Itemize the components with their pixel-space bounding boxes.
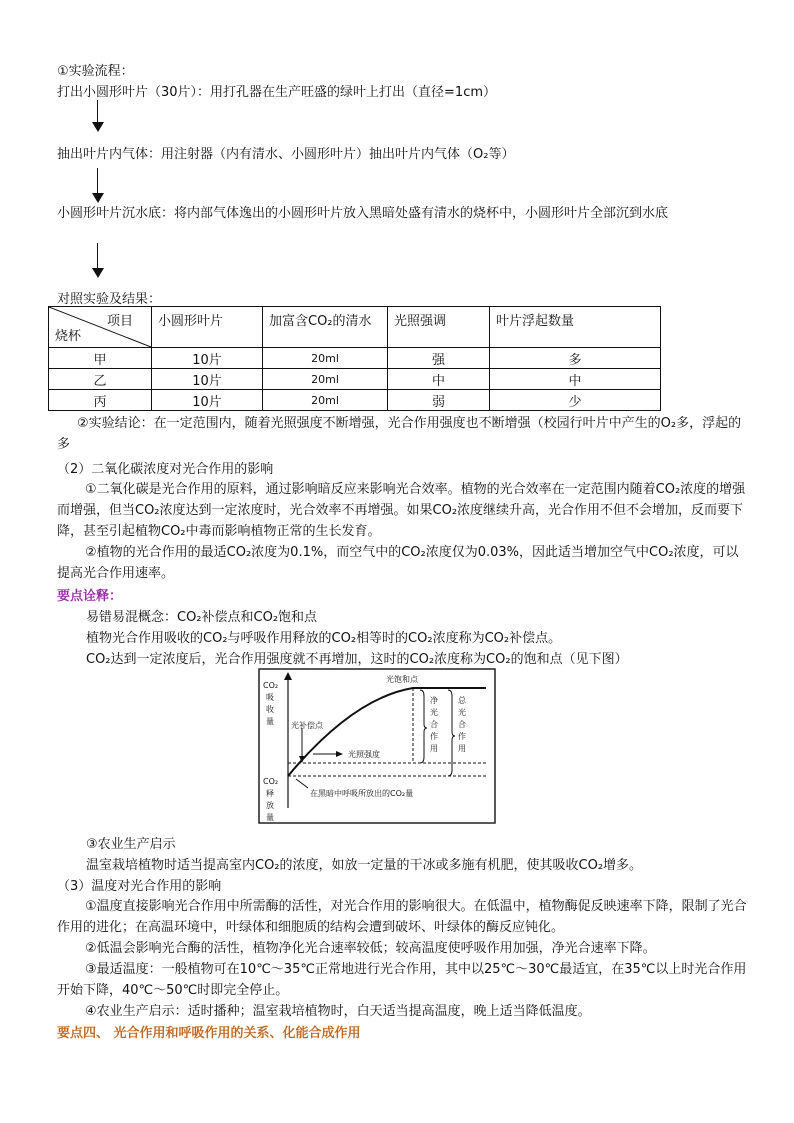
- cell: 中: [490, 369, 661, 390]
- corner-top-label: 项目: [106, 314, 133, 329]
- cell: 10片: [152, 369, 263, 390]
- corner-bottom-label: 烧杯: [55, 329, 82, 344]
- cell: 强: [388, 348, 490, 369]
- cell: 10片: [152, 348, 263, 369]
- cell: 10片: [152, 390, 263, 411]
- flow-title: ①实验流程：: [57, 64, 134, 79]
- temp-paragraph-2: ②低温会影响光合酶的活性，植物净化光合速率较低；较高温度使呼吸作用加强，净光合速率下降。: [85, 941, 656, 956]
- co2-light-graph: [258, 668, 496, 824]
- section-4-heading: 要点四、 光合作用和呼吸作用的关系、化能合成作用: [57, 1026, 361, 1041]
- total-label-1: 光: [458, 708, 466, 717]
- dark-respiration-label: 在黑暗中呼吸所放出的CO₂量: [310, 789, 414, 798]
- y-top-label-2: 收: [266, 705, 274, 714]
- keypoint-line-3: CO₂达到一定浓度后，光合作用强度就不再增加，这时的CO₂浓度称为CO₂的饱和点（见下图）: [86, 652, 628, 667]
- cell: 20ml: [263, 348, 388, 369]
- experiment-conclusion: ②实验结论：在一定范围内，随着光照强度不断增强，光合作用强度也不断增强（校园行叶片中产生的O₂多，浮起的多: [57, 416, 742, 452]
- cell: 乙: [49, 369, 152, 390]
- net-label-3: 作: [430, 732, 438, 741]
- flow-arrow-2: [92, 168, 104, 204]
- table-row: [49, 390, 661, 411]
- flow-step-2: 抽出叶片内气体：用注射器（内有清水、小圆形叶片）抽出叶片内气体（O₂等）: [57, 147, 515, 162]
- table-corner: [49, 307, 152, 348]
- table-row: [49, 348, 661, 369]
- cell: 20ml: [263, 369, 388, 390]
- temp-paragraph-4: ④农业生产启示：适时播种；温室栽培植物时，白天适当提高温度，晚上适当降低温度。: [85, 1004, 591, 1019]
- header-float: 叶片浮起数量: [490, 307, 661, 348]
- temp-paragraph-3: ③最适温度：一般植物可在10℃～35℃正常地进行光合作用，其中以25℃～30℃最适宜，在35℃以上时光合作用开始下降，40℃～50℃时即完全停止。: [57, 962, 747, 998]
- total-label-4: 用: [458, 744, 466, 753]
- cell: 弱: [388, 390, 490, 411]
- x-axis-label: 光照强度: [348, 750, 380, 759]
- header-leaf: 小圆形叶片: [152, 307, 263, 348]
- keypoint-label: 要点诠释：: [57, 589, 123, 604]
- header-co2-water: 加富含CO₂的清水: [263, 307, 388, 348]
- y-bottom-label-3: 量: [266, 813, 274, 822]
- header-light: 光照强调: [388, 307, 490, 348]
- cell: 丙: [49, 390, 152, 411]
- net-label-1: 光: [430, 708, 438, 717]
- y-top-label-0: CO₂: [263, 681, 279, 690]
- net-label-0: 净: [430, 696, 438, 705]
- total-label-0: 总: [458, 696, 466, 705]
- y-top-label-1: 吸: [266, 693, 274, 702]
- co2-paragraph-2: ②植物的光合作用的最适CO₂浓度为0.1%，而空气中的CO₂浓度仅为0.03%，因此适当增加空气中CO₂浓度，可以提高光合作用速率。: [57, 545, 739, 581]
- y-bottom-label-0: CO₂: [263, 777, 279, 786]
- flow-arrow-3: [92, 243, 104, 279]
- total-label-2: 合: [458, 720, 466, 729]
- keypoint-line-2: 植物光合作用吸收的CO₂与呼吸作用释放的CO₂相等时的CO₂浓度称为CO₂补偿点。: [86, 631, 562, 646]
- total-label-3: 作: [458, 732, 466, 741]
- agri-text: 温室栽培植物时适当提高室内CO₂的浓度，如放一定量的干冰或多施有机肥，使其吸收CO₂增多。: [86, 858, 643, 873]
- flow-step-3: 小圆形叶片沉水底：将内部气体逸出的小圆形叶片放入黑暗处盛有清水的烧杯中，小圆形叶片全部沉到水底: [57, 206, 669, 221]
- temp-paragraph-1: ①温度直接影响光合作用中所需酶的活性，对光合作用的影响很大。在低温中，植物酶促反映速率下降，限制了光合作用的进化；在高温环境中，叶绿体和细胞质的结构会遭到破坏、叶绿体的酶反应钝化。: [57, 899, 747, 935]
- cell: 多: [490, 348, 661, 369]
- y-bottom-label-2: 放: [266, 801, 274, 810]
- net-label-2: 合: [430, 720, 438, 729]
- table-row: [49, 369, 661, 390]
- flow-step-1: 打出小圆形叶片（30片）：用打孔器在生产旺盛的绿叶上打出（直径=1cm）: [57, 85, 497, 100]
- agri-title: ③农业生产启示: [86, 837, 176, 852]
- co2-heading: （2）二氧化碳浓度对光合作用的影响: [57, 462, 274, 477]
- flow-arrow-1: [92, 100, 104, 132]
- cell: 甲: [49, 348, 152, 369]
- saturation-label: 光饱和点: [386, 675, 418, 684]
- compensation-label: 光补偿点: [291, 721, 323, 730]
- keypoint-line-1: 易错易混概念：CO₂补偿点和CO₂饱和点: [86, 610, 318, 625]
- results-table: [48, 306, 661, 411]
- cell: 中: [388, 369, 490, 390]
- co2-paragraph-1: ①二氧化碳是光合作用的原料，通过影响暗反应来影响光合效率。植物的光合效率在一定范围内随着CO₂浓度的增强而增强，但当CO₂浓度达到一定浓度时，光合效率不再增强。如果CO₂浓度继续升高，光合作用不但不会增加，反而要下降，甚至引起植物CO₂中毒而影响植物正常的生长发育。: [57, 482, 746, 539]
- y-bottom-label-1: 释: [266, 789, 274, 798]
- cell: 少: [490, 390, 661, 411]
- table-title: 对照实验及结果：: [57, 292, 162, 307]
- net-label-4: 用: [430, 744, 438, 753]
- y-top-label-3: 量: [266, 717, 274, 726]
- cell: 20ml: [263, 390, 388, 411]
- temp-heading: （3）温度对光合作用的影响: [57, 879, 222, 894]
